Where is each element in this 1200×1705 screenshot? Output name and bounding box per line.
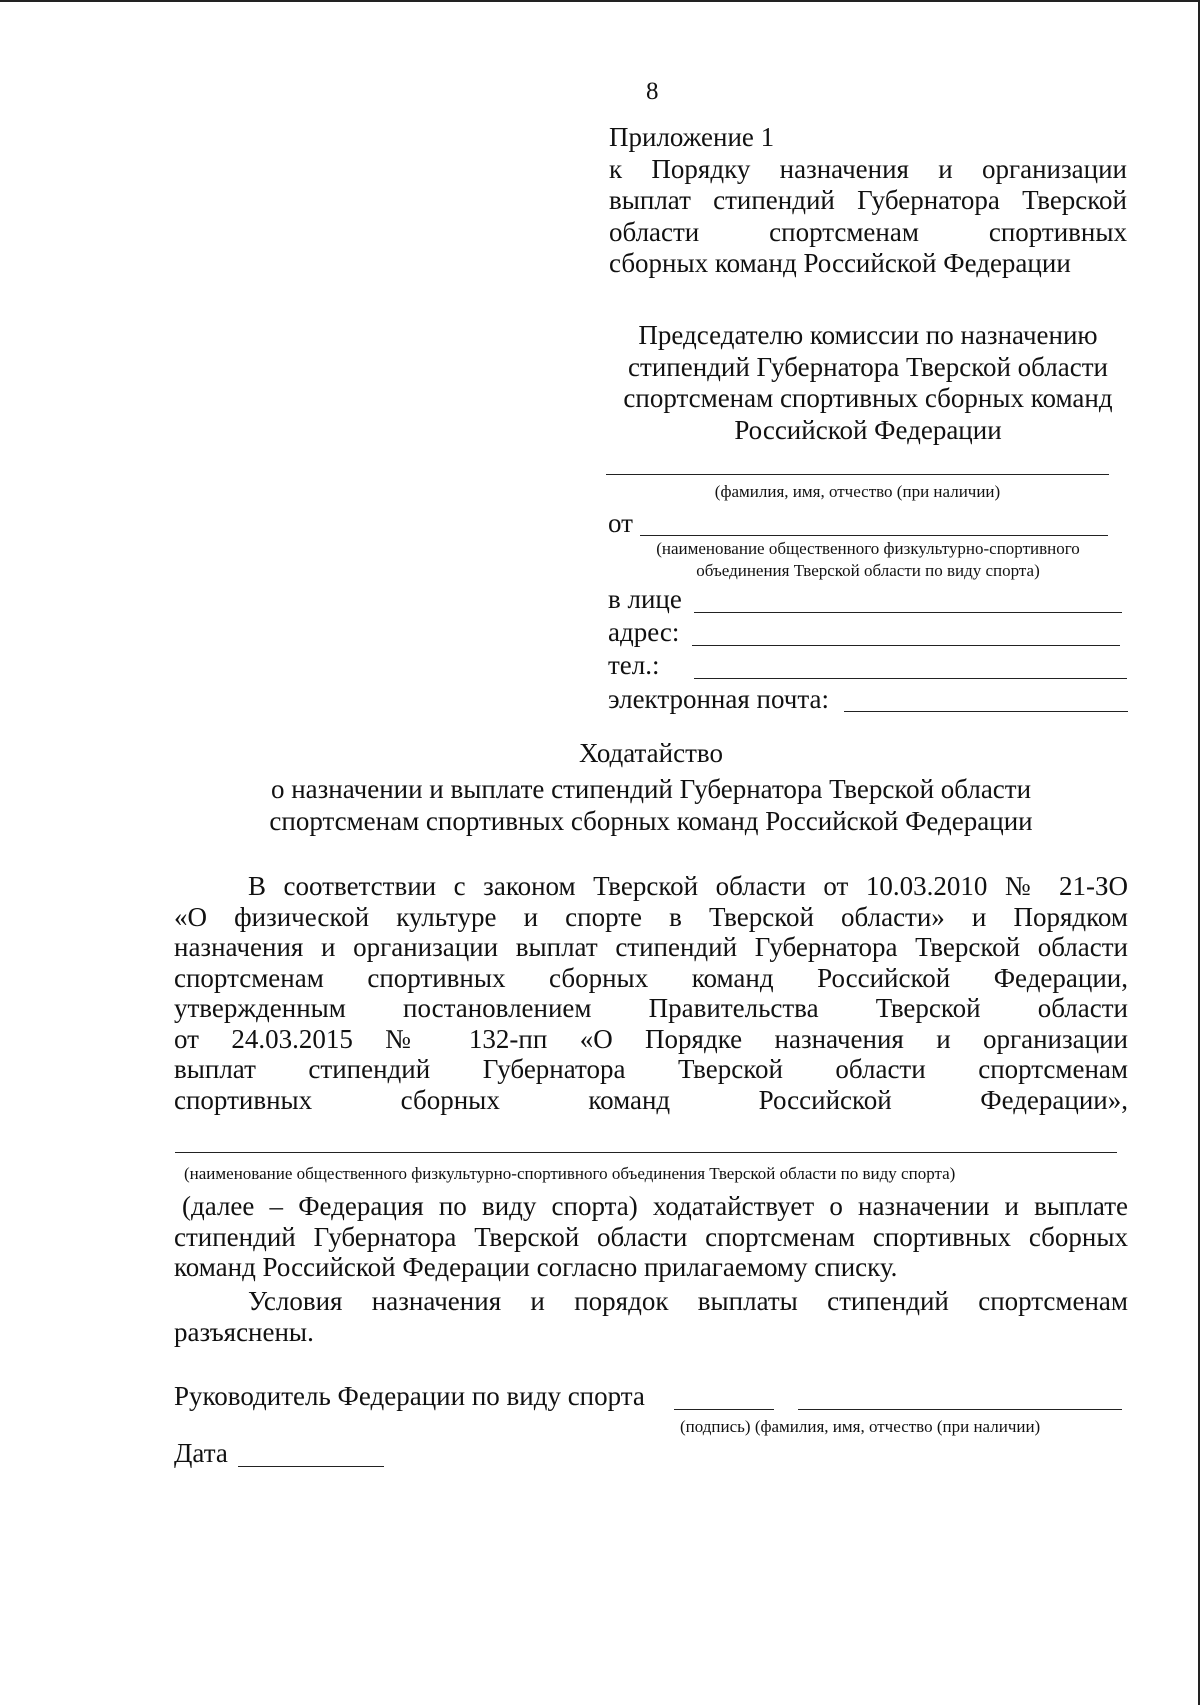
date-label: Дата	[174, 1438, 228, 1468]
phone-line	[694, 678, 1127, 679]
signature-label: Руководитель Федерации по виду спорта	[174, 1381, 645, 1411]
appendix-line: к Порядку назначения и организации	[609, 153, 1127, 184]
paragraph-line: разъяснены.	[174, 1316, 314, 1347]
paragraph-line: В соответствии с законом Тверской области от 10.03.2010 № 21-ЗО	[248, 871, 1128, 901]
date-line	[238, 1466, 384, 1467]
appendix-title: Приложение 1	[609, 122, 775, 152]
scan-top-edge	[0, 0, 1200, 2]
appendix-block	[609, 122, 1127, 280]
org-caption-line-2: объединения Тверской области по виду спорта)	[696, 561, 1040, 580]
addressee-block	[609, 320, 1127, 446]
from-line	[640, 535, 1108, 536]
person-line	[694, 612, 1122, 613]
email-label: электронная почта:	[608, 684, 829, 714]
from-label: от	[608, 508, 633, 538]
addressee-line: Председателю комиссии по назначению	[638, 320, 1098, 350]
addressee-line: стипендий Губернатора Тверской области	[628, 351, 1108, 382]
paragraph-line: стипендий Губернатора Тверской области спортсменам спортивных сборных	[174, 1221, 1128, 1252]
appendix-line: области спортсменам спортивных	[609, 216, 1127, 247]
signatory-name-line	[798, 1409, 1122, 1410]
paragraph-line: назначения и организации выплат стипендий Губернатора Тверской области	[174, 932, 1128, 962]
document-subtitle-line-2: спортсменам спортивных сборных команд Российской Федерации	[269, 806, 1033, 836]
body-paragraph-2	[174, 1191, 1128, 1283]
paragraph-line: спортивных сборных команд Российской Федерации»,	[174, 1084, 1128, 1115]
email-line	[844, 711, 1128, 712]
body-paragraph-3	[174, 1286, 1128, 1347]
paragraph-line: спортсменам спортивных сборных команд Российской Федерации,	[174, 962, 1128, 993]
federation-name-caption: (наименование общественного физкультурно-спортивного объединения Тверской области по виду спорта)	[184, 1164, 956, 1183]
paragraph-line: выплат стипендий Губернатора Тверской области спортсменам	[174, 1054, 1128, 1084]
paragraph-line: от 24.03.2015 № 132-пп «О Порядке назначения и организации	[174, 1023, 1128, 1054]
addressee-line: спортсменам спортивных сборных команд	[623, 383, 1113, 413]
addressee-line: Российской Федерации	[734, 414, 1002, 445]
paragraph-line: команд Российской Федерации согласно прилагаемому списку.	[174, 1252, 898, 1282]
address-line	[692, 645, 1120, 646]
appendix-line: сборных команд Российской Федерации	[609, 248, 1071, 278]
paragraph-line: (далее – Федерация по виду спорта) ходатайствует о назначении и выплате	[182, 1191, 1128, 1221]
addressee-name-caption: (фамилия, имя, отчество (при наличии)	[714, 482, 1001, 501]
appendix-line: выплат стипендий Губернатора Тверской	[609, 185, 1127, 215]
signature-line	[674, 1409, 774, 1410]
page-number: 8	[646, 78, 659, 105]
paragraph-line: утвержденным постановлением Правительства Тверской области	[174, 993, 1128, 1023]
paragraph-line: Условия назначения и порядок выплаты стипендий спортсменам	[248, 1286, 1128, 1316]
paragraph-line: «О физической культуре и спорте в Тверской области» и Порядком	[174, 901, 1128, 932]
body-paragraph-1	[174, 871, 1128, 1115]
person-label: в лице	[608, 584, 682, 614]
address-label: адрес:	[608, 617, 680, 647]
document-title: Ходатайство	[579, 738, 723, 768]
document-subtitle-line-1: о назначении и выплате стипендий Губернатора Тверской области	[270, 774, 1032, 804]
addressee-name-line	[606, 474, 1109, 475]
federation-name-line	[175, 1152, 1117, 1153]
phone-label: тел.:	[608, 650, 660, 680]
org-caption-line-1: (наименование общественного физкультурно-спортивного	[656, 539, 1080, 558]
signature-caption: (подпись) (фамилия, имя, отчество (при наличии)	[680, 1417, 1041, 1436]
